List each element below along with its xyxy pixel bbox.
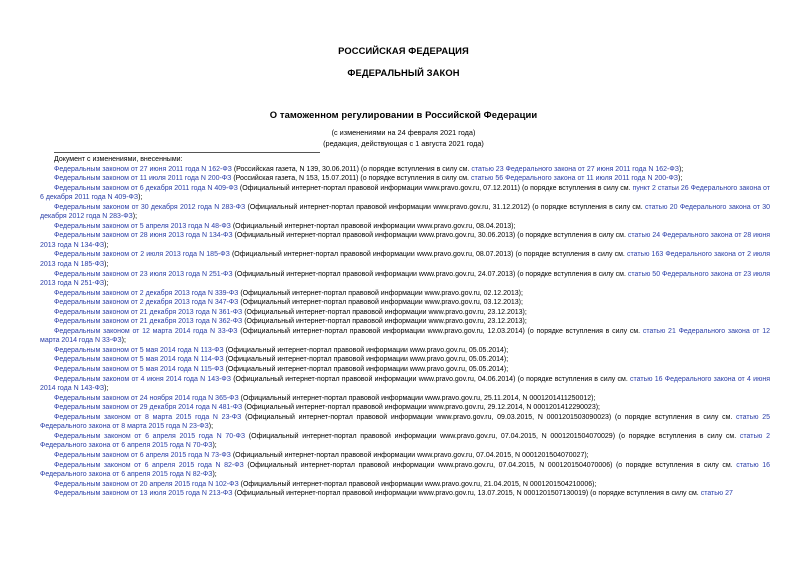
amending-law-link[interactable]: Федеральным законом от 8 марта 2015 года N 23-ФЗ bbox=[54, 413, 242, 421]
publication-source-text: (Официальный интернет-портал правовой информации www.pravo.gov.ru, 04.06.2014) (о порядке вступления в силу см. bbox=[230, 375, 631, 383]
effective-date-article-link[interactable]: статью 23 Федерального закона от 27 июня 2011 года N 162-ФЗ bbox=[471, 165, 679, 173]
amendment-entry bbox=[40, 174, 770, 184]
effective-date-article-link[interactable]: статью 20 Федерального закона от 30 декабря 2012 года N 283-ФЗ bbox=[40, 203, 770, 221]
country-heading: РОССИЙСКАЯ ФЕДЕРАЦИЯ bbox=[338, 45, 469, 56]
publication-source-text: (Официальный интернет-портал правовой информации www.pravo.gov.ru, 05.05.2014); bbox=[223, 366, 509, 374]
amending-law-link[interactable]: Федеральным законом от 21 декабря 2013 года N 362-ФЗ bbox=[54, 318, 243, 326]
entry-closing-text: ); bbox=[212, 471, 217, 479]
publication-source-text: (Официальный интернет-портал правовой информации www.pravo.gov.ru, 21.04.2015, N 0001201504210006); bbox=[238, 480, 597, 488]
effective-date-article-link[interactable]: статью 163 Федерального закона от 2 июля 2013 года N 185-ФЗ bbox=[40, 251, 770, 269]
entry-closing-text: ); bbox=[104, 261, 109, 269]
amending-law-link[interactable]: Федеральным законом от 21 декабря 2013 года N 361-ФЗ bbox=[54, 308, 243, 316]
amending-law-link[interactable]: Федеральным законом от 24 ноября 2014 года N 365-ФЗ bbox=[54, 394, 239, 402]
amendment-entry bbox=[40, 289, 770, 299]
entry-closing-text: ); bbox=[121, 337, 126, 345]
amendments-list bbox=[40, 155, 770, 499]
publication-source-text: (Официальный интернет-портал правовой информации www.pravo.gov.ru, 30.06.2013) (о порядке вступления в силу см. bbox=[232, 232, 628, 240]
amending-law-link[interactable]: Федеральным законом от 5 апреля 2013 года N 48-ФЗ bbox=[54, 222, 231, 230]
amendment-entry bbox=[40, 250, 770, 269]
amendment-entry bbox=[40, 461, 770, 480]
entry-closing-text: ); bbox=[678, 165, 684, 173]
entry-closing-text: ); bbox=[104, 241, 109, 249]
amending-law-link[interactable]: Федеральным законом от 6 декабря 2011 года N 409-ФЗ bbox=[54, 184, 238, 192]
amendment-entry bbox=[40, 432, 770, 451]
amendment-entry bbox=[40, 327, 770, 346]
amendment-entry bbox=[40, 480, 770, 490]
amendments-entries bbox=[40, 165, 770, 499]
document-type-heading: ФЕДЕРАЛЬНЫЙ ЗАКОН bbox=[347, 67, 460, 78]
amending-law-link[interactable]: Федеральным законом от 6 апреля 2015 года N 82-ФЗ bbox=[54, 461, 244, 469]
publication-source-text: (Официальный интернет-портал правовой информации www.pravo.gov.ru, 05.05.2014); bbox=[223, 356, 509, 364]
publication-source-text: (Официальный интернет-портал правовой информации www.pravo.gov.ru, 05.05.2014); bbox=[223, 346, 509, 354]
amending-law-link[interactable]: Федеральным законом от 5 мая 2014 года N 114-ФЗ bbox=[54, 356, 224, 364]
publication-source-text: (Официальный интернет-портал правовой информации www.pravo.gov.ru, 29.12.2014, N 0001201412290023); bbox=[242, 404, 600, 412]
amendment-entry bbox=[40, 317, 770, 327]
publication-source-text: (Официальный интернет-портал правовой информации www.pravo.gov.ru, 08.07.2013) (о порядке вступления в силу см. bbox=[229, 251, 627, 259]
separator-rule bbox=[54, 152, 320, 153]
publication-source-text: (Российская газета, N 139, 30.06.2011) (о порядке вступления в силу см. bbox=[231, 165, 472, 173]
amendment-entry bbox=[40, 375, 770, 394]
entry-closing-text: ); bbox=[132, 213, 138, 221]
document-title: О таможенном регулировании в Российской Федерации bbox=[269, 109, 538, 120]
amendment-entry bbox=[40, 346, 770, 356]
amending-law-link[interactable]: Федеральным законом от 20 апреля 2015 года N 102-ФЗ bbox=[54, 480, 239, 488]
amending-law-link[interactable]: Федеральным законом от 23 июля 2013 года N 251-ФЗ bbox=[54, 270, 233, 278]
publication-source-text: (Официальный интернет-портал правовой информации www.pravo.gov.ru, 07.04.2015, N 0001201504070006) (о порядке вступления в силу см. bbox=[243, 461, 737, 469]
amending-law-link[interactable]: Федеральным законом от 2 декабря 2013 года N 339-ФЗ bbox=[54, 289, 239, 297]
amending-law-link[interactable]: Федеральным законом от 30 декабря 2012 года N 283-ФЗ bbox=[54, 203, 246, 211]
entry-closing-text: ); bbox=[678, 175, 683, 183]
amendment-entry bbox=[40, 184, 770, 203]
amending-law-link[interactable]: Федеральным законом от 5 мая 2014 года N 113-ФЗ bbox=[54, 346, 224, 354]
publication-source-text: (Официальный интернет-портал правовой информации www.pravo.gov.ru, 07.04.2015, N 0001201504070027); bbox=[230, 451, 589, 459]
amendment-entry bbox=[40, 231, 770, 250]
effective-date-article-link[interactable]: статью 56 Федерального закона от 11 июля 2011 года N 200-ФЗ bbox=[470, 175, 679, 183]
amending-law-link[interactable]: Федеральным законом от 6 апреля 2015 года N 73-ФЗ bbox=[54, 451, 231, 459]
entry-closing-text: ); bbox=[104, 385, 109, 393]
amendment-entry bbox=[40, 365, 770, 375]
amending-law-link[interactable]: Федеральным законом от 4 июня 2014 года N 143-ФЗ bbox=[54, 375, 231, 383]
amending-law-link[interactable]: Федеральным законом от 28 июня 2013 года N 134-ФЗ bbox=[54, 232, 233, 240]
amending-law-link[interactable]: Федеральным законом от 29 декабря 2014 года N 481-ФЗ bbox=[54, 404, 243, 412]
effective-date-article-link[interactable]: статью 25 Федерального закона от 8 марта 2015 года N 23-ФЗ bbox=[40, 413, 771, 431]
publication-source-text: (Официальный интернет-портал правовой информации www.pravo.gov.ru, 07.12.2011) (о порядке вступления в силу см. bbox=[237, 184, 633, 192]
effective-date-article-link[interactable]: статью 27 bbox=[700, 490, 733, 498]
publication-source-text: (Официальный интернет-портал правовой информации www.pravo.gov.ru, 13.07.2015, N 0001201507130019) (о порядке вступления в силу см. bbox=[232, 490, 701, 498]
effective-date-article-link[interactable]: статью 50 Федерального закона от 23 июля 2013 года N 251-ФЗ bbox=[40, 270, 771, 288]
publication-source-text: (Официальный интернет-портал правовой информации www.pravo.gov.ru, 09.03.2015, N 0001201503090023) (о порядке вступления в силу см. bbox=[241, 413, 737, 421]
amending-law-link[interactable]: Федеральным законом от 2 июля 2013 года N 185-ФЗ bbox=[54, 251, 230, 259]
publication-source-text: (Официальный интернет-портал правовой информации www.pravo.gov.ru, 31.12.2012) (о порядке вступления в силу см. bbox=[245, 203, 645, 211]
publication-source-text: (Официальный интернет-портал правовой информации www.pravo.gov.ru, 02.12.2013); bbox=[238, 289, 523, 297]
effective-date-article-link[interactable]: статью 24 Федерального закона от 28 июня 2013 года N 134-ФЗ bbox=[40, 232, 770, 249]
publication-source-text: (Официальный интернет-портал правовой информации www.pravo.gov.ru, 25.11.2014, N 0001201411250012); bbox=[238, 394, 596, 402]
amendment-entry bbox=[40, 308, 770, 318]
amending-law-link[interactable]: Федеральным законом от 6 апреля 2015 года N 70-ФЗ bbox=[54, 432, 246, 440]
amendment-entry bbox=[40, 451, 770, 461]
publication-source-text: (Официальный интернет-портал правовой информации www.pravo.gov.ru, 23.12.2013); bbox=[242, 308, 527, 316]
publication-source-text: (Официальный интернет-портал правовой информации www.pravo.gov.ru, 12.03.2014) (о порядке вступления в силу см. bbox=[237, 327, 643, 335]
amendment-entry bbox=[40, 222, 770, 232]
amendment-entry bbox=[40, 355, 770, 365]
amending-law-link[interactable]: Федеральным законом от 11 июля 2011 года N 200-ФЗ bbox=[54, 175, 232, 183]
publication-source-text: (Официальный интернет-портал правовой информации www.pravo.gov.ru, 24.07.2013) (о порядке вступления в силу см. bbox=[232, 270, 628, 278]
entry-closing-text: ); bbox=[104, 280, 109, 288]
amendment-entry bbox=[40, 165, 770, 175]
publication-source-text: (Официальный интернет-портал правовой информации www.pravo.gov.ru, 23.12.2013); bbox=[242, 318, 527, 326]
publication-source-text: (Официальный интернет-портал правовой информации www.pravo.gov.ru, 07.04.2015, N 0001201504070029) (о порядке вступления в силу см. bbox=[245, 432, 740, 440]
amending-law-link[interactable]: Федеральным законом от 12 марта 2014 года N 33-ФЗ bbox=[54, 327, 238, 335]
amendment-entry bbox=[40, 489, 770, 499]
edition-note: (редакция, действующая с 1 августа 2021 года) bbox=[323, 139, 484, 148]
amendment-entry bbox=[40, 270, 770, 289]
amendment-entry bbox=[40, 298, 770, 308]
effective-date-article-link[interactable]: статью 16 Федерального закона от 6 апреля 2015 года N 82-ФЗ bbox=[40, 461, 770, 479]
amending-law-link[interactable]: Федеральным законом от 2 декабря 2013 года N 347-ФЗ bbox=[54, 299, 239, 307]
amendments-note: (с изменениями на 24 февраля 2021 года) bbox=[331, 128, 476, 137]
effective-date-article-link[interactable]: статью 16 Федерального закона от 4 июня 2014 года N 143-ФЗ bbox=[40, 375, 770, 393]
amending-law-link[interactable]: Федеральным законом от 13 июля 2015 года N 213-ФЗ bbox=[54, 490, 233, 498]
entry-closing-text: ); bbox=[138, 194, 143, 202]
amendment-entry bbox=[40, 203, 770, 222]
effective-date-article-link[interactable]: статью 2 Федерального закона от 6 апреля 2015 года N 70-ФЗ bbox=[40, 432, 770, 450]
amendment-entry bbox=[40, 413, 770, 432]
effective-date-article-link[interactable]: пункт 2 статьи 26 Федерального закона от 6 декабря 2011 года N 409-ФЗ bbox=[40, 184, 770, 202]
amending-law-link[interactable]: Федеральным законом от 27 июня 2011 года N 162-ФЗ bbox=[54, 165, 232, 173]
amendments-list-heading: Документ с изменениями, внесенными: bbox=[54, 156, 183, 163]
publication-source-text: (Официальный интернет-портал правовой информации www.pravo.gov.ru, 08.04.2013); bbox=[230, 222, 516, 230]
amendment-entry bbox=[40, 394, 770, 404]
entry-closing-text: ); bbox=[212, 442, 217, 450]
amending-law-link[interactable]: Федеральным законом от 5 мая 2014 года N 115-ФЗ bbox=[54, 366, 224, 374]
publication-source-text: (Официальный интернет-портал правовой информации www.pravo.gov.ru, 03.12.2013); bbox=[238, 299, 523, 307]
publication-source-text: (Российская газета, N 153, 15.07.2011) (о порядке вступления в силу см. bbox=[231, 175, 471, 183]
amendment-entry bbox=[40, 403, 770, 413]
effective-date-article-link[interactable]: статью 21 Федерального закона от 12 марта 2014 года N 33-ФЗ bbox=[40, 327, 771, 345]
entry-closing-text: ); bbox=[208, 423, 214, 431]
